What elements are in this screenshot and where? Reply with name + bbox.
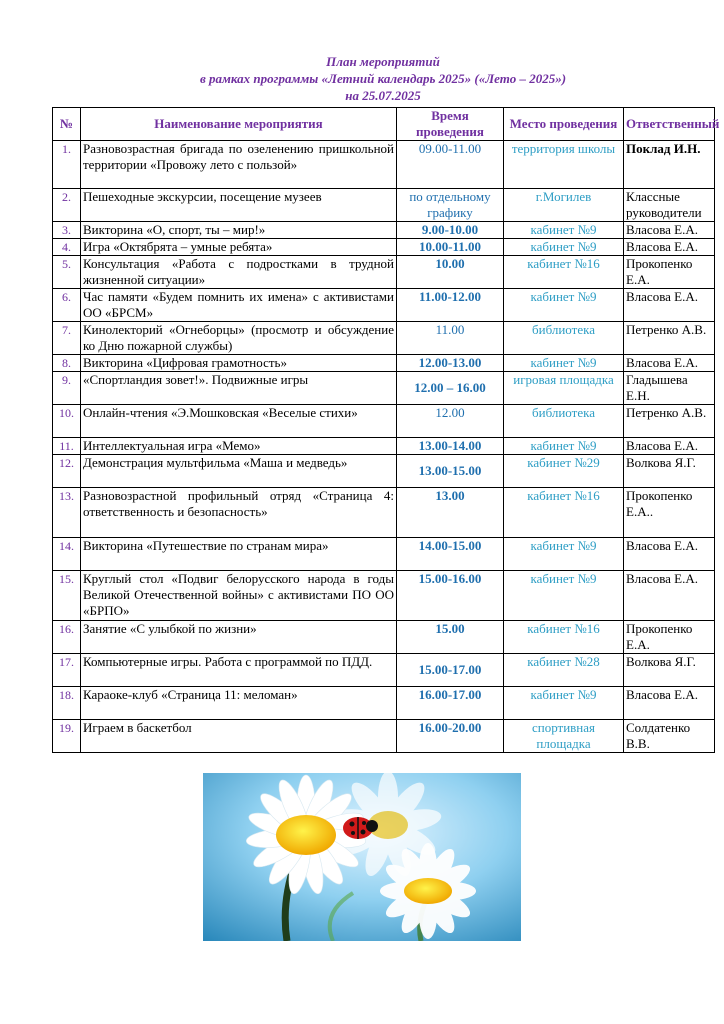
row-place: кабинет №9 xyxy=(504,538,624,571)
table-row xyxy=(53,189,715,222)
page-title xyxy=(52,53,714,104)
row-num: 5. xyxy=(53,256,81,289)
row-responsible: Волкова Я.Г. xyxy=(624,654,715,687)
row-responsible: Власова Е.А. xyxy=(624,222,715,239)
row-place: кабинет №16 xyxy=(504,488,624,538)
row-num: 14. xyxy=(53,538,81,571)
row-name: Компьютерные игры. Работа с программой по ПДД. xyxy=(81,654,397,687)
row-responsible: Гладышева Е.Н. xyxy=(624,372,715,405)
row-time: 14.00-15.00 xyxy=(397,538,504,571)
row-time: 13.00 xyxy=(397,488,504,538)
table-row xyxy=(53,141,715,189)
row-responsible: Власова Е.А. xyxy=(624,571,715,621)
row-name: Онлайн-чтения «Э.Мошковская «Веселые стихи» xyxy=(81,405,397,438)
table-row xyxy=(53,455,715,488)
row-time: 13.00-14.00 xyxy=(397,438,504,455)
row-name: Викторина «Путешествие по странам мира» xyxy=(81,538,397,571)
row-name: Час памяти «Будем помнить их имена» с активистами ОО «БРСМ» xyxy=(81,289,397,322)
row-place: кабинет №9 xyxy=(504,289,624,322)
daisies-photo xyxy=(203,773,521,941)
row-time: 15.00-17.00 xyxy=(397,654,504,687)
table-row xyxy=(53,438,715,455)
row-time: 12.00 – 16.00 xyxy=(397,372,504,405)
table-row xyxy=(53,687,715,720)
table-row xyxy=(53,239,715,256)
row-place: г.Могилев xyxy=(504,189,624,222)
table-row xyxy=(53,405,715,438)
row-name: Игра «Октябрята – умные ребята» xyxy=(81,239,397,256)
table-row xyxy=(53,322,715,355)
row-place: кабинет №16 xyxy=(504,256,624,289)
row-place: кабинет №9 xyxy=(504,687,624,720)
row-time: 16.00-17.00 xyxy=(397,687,504,720)
table-row xyxy=(53,621,715,654)
header-time: Время проведения xyxy=(397,108,504,141)
row-num: 13. xyxy=(53,488,81,538)
row-num: 10. xyxy=(53,405,81,438)
header-num: № xyxy=(53,108,81,141)
title-line-3: на 25.07.2025 xyxy=(345,88,421,103)
row-name: Пешеходные экскурсии, посещение музеев xyxy=(81,189,397,222)
row-num: 1. xyxy=(53,141,81,189)
table-row xyxy=(53,654,715,687)
row-place: библиотека xyxy=(504,405,624,438)
row-responsible: Поклад И.Н. xyxy=(624,141,715,189)
row-time: 09.00-11.00 xyxy=(397,141,504,189)
row-num: 16. xyxy=(53,621,81,654)
table-row xyxy=(53,256,715,289)
row-responsible: Солдатенко В.В. xyxy=(624,720,715,753)
row-num: 12. xyxy=(53,455,81,488)
table-row xyxy=(53,372,715,405)
row-name: Консультация «Работа с подростками в трудной жизненной ситуации» xyxy=(81,256,397,289)
row-place: кабинет №16 xyxy=(504,621,624,654)
row-responsible: Петренко А.В. xyxy=(624,322,715,355)
row-num: 3. xyxy=(53,222,81,239)
row-name: Разновозрастная бригада по озеленению пришкольной территории «Провожу лето с пользой» xyxy=(81,141,397,189)
row-place: игровая площадка xyxy=(504,372,624,405)
row-num: 15. xyxy=(53,571,81,621)
row-name: Викторина «Цифровая грамотность» xyxy=(81,355,397,372)
table-row xyxy=(53,571,715,621)
row-responsible: Власова Е.А. xyxy=(624,289,715,322)
row-responsible: Власова Е.А. xyxy=(624,538,715,571)
table-header-row xyxy=(53,108,715,141)
row-name: Караоке-клуб «Страница 11: меломан» xyxy=(81,687,397,720)
row-name: Интеллектуальная игра «Мемо» xyxy=(81,438,397,455)
row-num: 7. xyxy=(53,322,81,355)
row-time: 11.00 xyxy=(397,322,504,355)
row-place: кабинет №29 xyxy=(504,455,624,488)
row-name: «Спортландия зовет!». Подвижные игры xyxy=(81,372,397,405)
table-row xyxy=(53,355,715,372)
row-time: 15.00 xyxy=(397,621,504,654)
row-responsible: Классные руководители xyxy=(624,189,715,222)
row-place: кабинет №9 xyxy=(504,222,624,239)
row-time: 13.00-15.00 xyxy=(397,455,504,488)
row-responsible: Волкова Я.Г. xyxy=(624,455,715,488)
table-row xyxy=(53,222,715,239)
row-responsible: Прокопенко Е.А. xyxy=(624,256,715,289)
row-time: 12.00 xyxy=(397,405,504,438)
row-time: 10.00 xyxy=(397,256,504,289)
header-name: Наименование мероприятия xyxy=(81,108,397,141)
row-num: 6. xyxy=(53,289,81,322)
daisies-with-ladybug-icon xyxy=(203,773,521,941)
row-time: по отдельному графику xyxy=(397,189,504,222)
row-time: 11.00-12.00 xyxy=(397,289,504,322)
row-name: Играем в баскетбол xyxy=(81,720,397,753)
row-place: кабинет №9 xyxy=(504,438,624,455)
row-time: 15.00-16.00 xyxy=(397,571,504,621)
header-place: Место проведения xyxy=(504,108,624,141)
row-place: территория школы xyxy=(504,141,624,189)
row-responsible: Власова Е.А. xyxy=(624,239,715,256)
row-place: кабинет №9 xyxy=(504,355,624,372)
events-table xyxy=(52,107,720,753)
row-time: 16.00-20.00 xyxy=(397,720,504,753)
row-place: кабинет №9 xyxy=(504,239,624,256)
row-place: спортивная площадка xyxy=(504,720,624,753)
title-line-2: в рамках программы «Летний календарь 2025» («Лето – 2025») xyxy=(199,71,567,86)
header-responsible: Ответственный xyxy=(624,108,715,141)
row-responsible: Власова Е.А. xyxy=(624,438,715,455)
row-name: Разновозрастной профильный отряд «Страница 4: ответственность и безопасность» xyxy=(81,488,397,538)
row-responsible: Власова Е.А. xyxy=(624,687,715,720)
row-time: 10.00-11.00 xyxy=(397,239,504,256)
row-num: 17. xyxy=(53,654,81,687)
row-place: кабинет №28 xyxy=(504,654,624,687)
row-name: Круглый стол «Подвиг белорусского народа в годы Великой Отечественной войны» с активистами ПО ОО «БРПО» xyxy=(81,571,397,621)
row-name: Занятие «С улыбкой по жизни» xyxy=(81,621,397,654)
row-num: 9. xyxy=(53,372,81,405)
table-row xyxy=(53,720,715,753)
row-num: 2. xyxy=(53,189,81,222)
title-line-1: План мероприятий xyxy=(326,54,440,69)
row-responsible: Петренко А.В. xyxy=(624,405,715,438)
row-name: Викторина «О, спорт, ты – мир!» xyxy=(81,222,397,239)
table-row xyxy=(53,289,715,322)
row-responsible: Прокопенко Е.А. xyxy=(624,621,715,654)
row-num: 19. xyxy=(53,720,81,753)
row-time: 9.00-10.00 xyxy=(397,222,504,239)
row-responsible: Прокопенко Е.А.. xyxy=(624,488,715,538)
row-num: 11. xyxy=(53,438,81,455)
table-row xyxy=(53,538,715,571)
row-responsible: Власова Е.А. xyxy=(624,355,715,372)
row-num: 4. xyxy=(53,239,81,256)
table-row xyxy=(53,488,715,538)
row-name: Демонстрация мультфильма «Маша и медведь» xyxy=(81,455,397,488)
row-place: библиотека xyxy=(504,322,624,355)
row-name: Кинолекторий «Огнеборцы» (просмотр и обсуждение ко Дню пожарной службы) xyxy=(81,322,397,355)
row-place: кабинет №9 xyxy=(504,571,624,621)
row-num: 8. xyxy=(53,355,81,372)
row-time: 12.00-13.00 xyxy=(397,355,504,372)
row-num: 18. xyxy=(53,687,81,720)
